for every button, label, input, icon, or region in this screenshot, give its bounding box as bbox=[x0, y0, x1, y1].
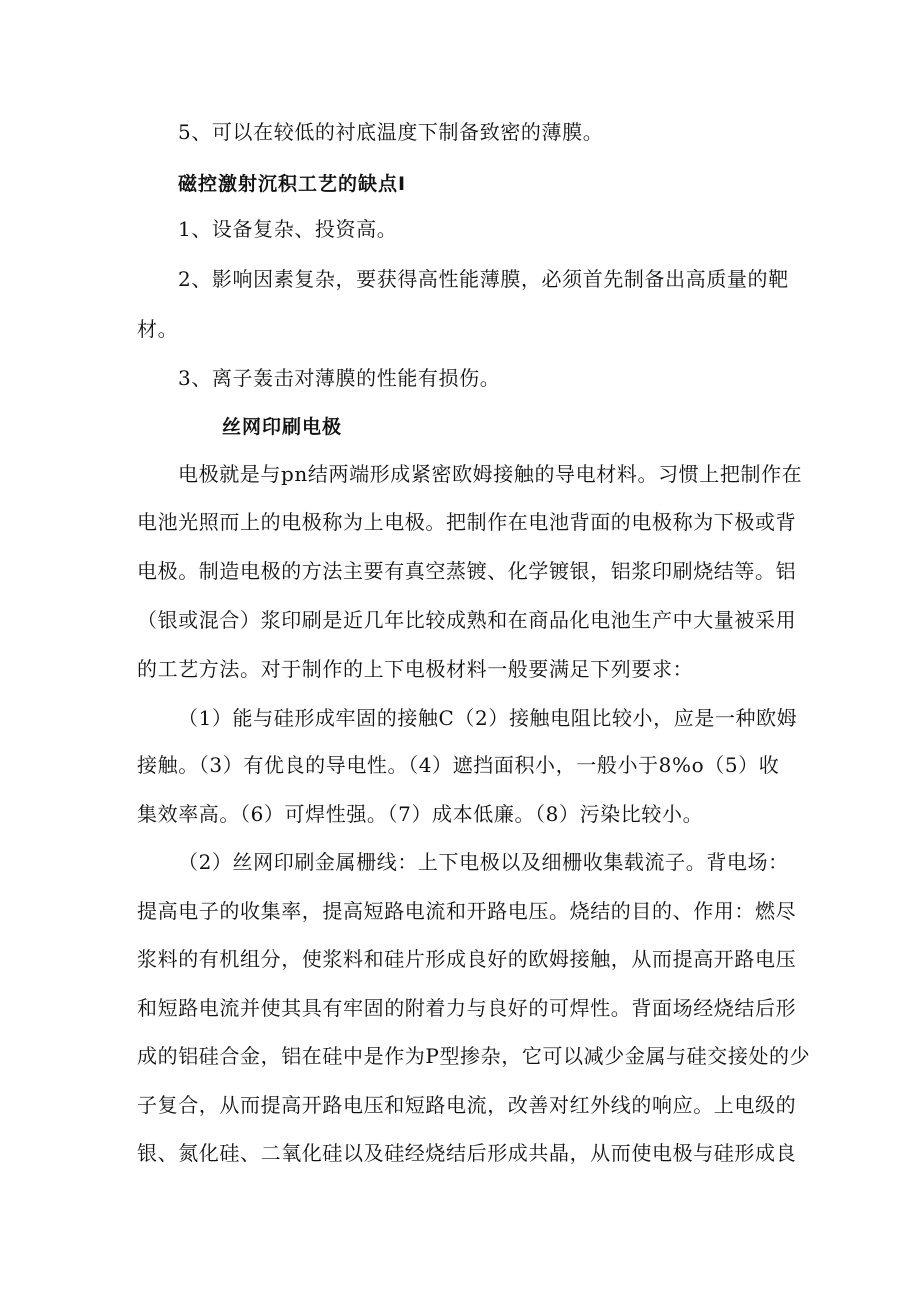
para2-line-2: 接触。（3）有优良的导电性。（4）遮挡面积小，一般小于8%o（5）收 bbox=[137, 753, 780, 777]
disadvantage-item-2-line-2: 材。 bbox=[137, 317, 179, 341]
para2-line-3: 集效率高。（6）可焊性强。（7）成本低廉。（8）污染比较小。 bbox=[137, 802, 704, 826]
para3-line-7: 银、氮化硅、二氧化硅以及硅经烧结后形成共晶，从而使电极与硅形成良 bbox=[137, 1141, 797, 1165]
disadvantages-heading: 磁控激射沉积工艺的缺点I bbox=[178, 173, 407, 195]
disadvantage-item-3: 3、离子轰击对薄膜的性能有损伤。 bbox=[178, 366, 501, 390]
disadvantage-item-1: 1、设备复杂、投资高。 bbox=[178, 217, 398, 241]
para1-line-1: 电极就是与pn结两端形成紧密欧姆接触的导电材料。习惯上把制作在 bbox=[178, 462, 803, 486]
para1-line-4: （银或混合）浆印刷是近几年比较成熟和在商品化电池生产中大量被采用 bbox=[137, 608, 797, 632]
disadvantage-item-2-line-1: 2、影响因素复杂，要获得高性能薄膜，必须首先制备出高质量的靶 bbox=[178, 267, 789, 291]
para3-line-1: （2）丝网印刷金属栅线：上下电极以及细栅收集载流子。背电场： bbox=[178, 850, 789, 874]
para1-line-3: 电极。制造电极的方法主要有真空蒸镀、化学镀银，铝浆印刷烧结等。铝 bbox=[137, 559, 797, 583]
para1-line-2: 电池光照而上的电极称为上电极。把制作在电池背面的电极称为下极或背 bbox=[137, 510, 797, 534]
para3-line-3: 浆料的有机组分，使浆料和硅片形成良好的欧姆接触，从而提高开路电压 bbox=[137, 947, 797, 971]
screen-print-heading: 丝网印刷电极 bbox=[222, 416, 343, 438]
para3-line-6: 子复合，从而提高开路电压和短路电流，改善对红外线的响应。上电级的 bbox=[137, 1093, 797, 1117]
para3-line-2: 提高电子的收集率，提高短路电流和开路电压。烧结的目的、作用：燃尽 bbox=[137, 899, 797, 923]
para3-line-5: 成的铝硅合金，铝在硅中是作为P型掺杂，它可以减少金属与硅交接处的少 bbox=[137, 1044, 811, 1068]
advantage-item-5: 5、可以在较低的衬底温度下制备致密的薄膜。 bbox=[178, 120, 604, 144]
para1-line-5: 的工艺方法。对于制作的上下电极材料一般要满足下列要求： bbox=[137, 657, 694, 681]
para2-line-1: （1）能与硅形成牢固的接触C（2）接触电阻比较小，应是一种欧姆 bbox=[178, 706, 798, 730]
para3-line-4: 和短路电流并使其具有牢固的附着力与良好的可焊性。背面场经烧结后形 bbox=[137, 996, 797, 1020]
